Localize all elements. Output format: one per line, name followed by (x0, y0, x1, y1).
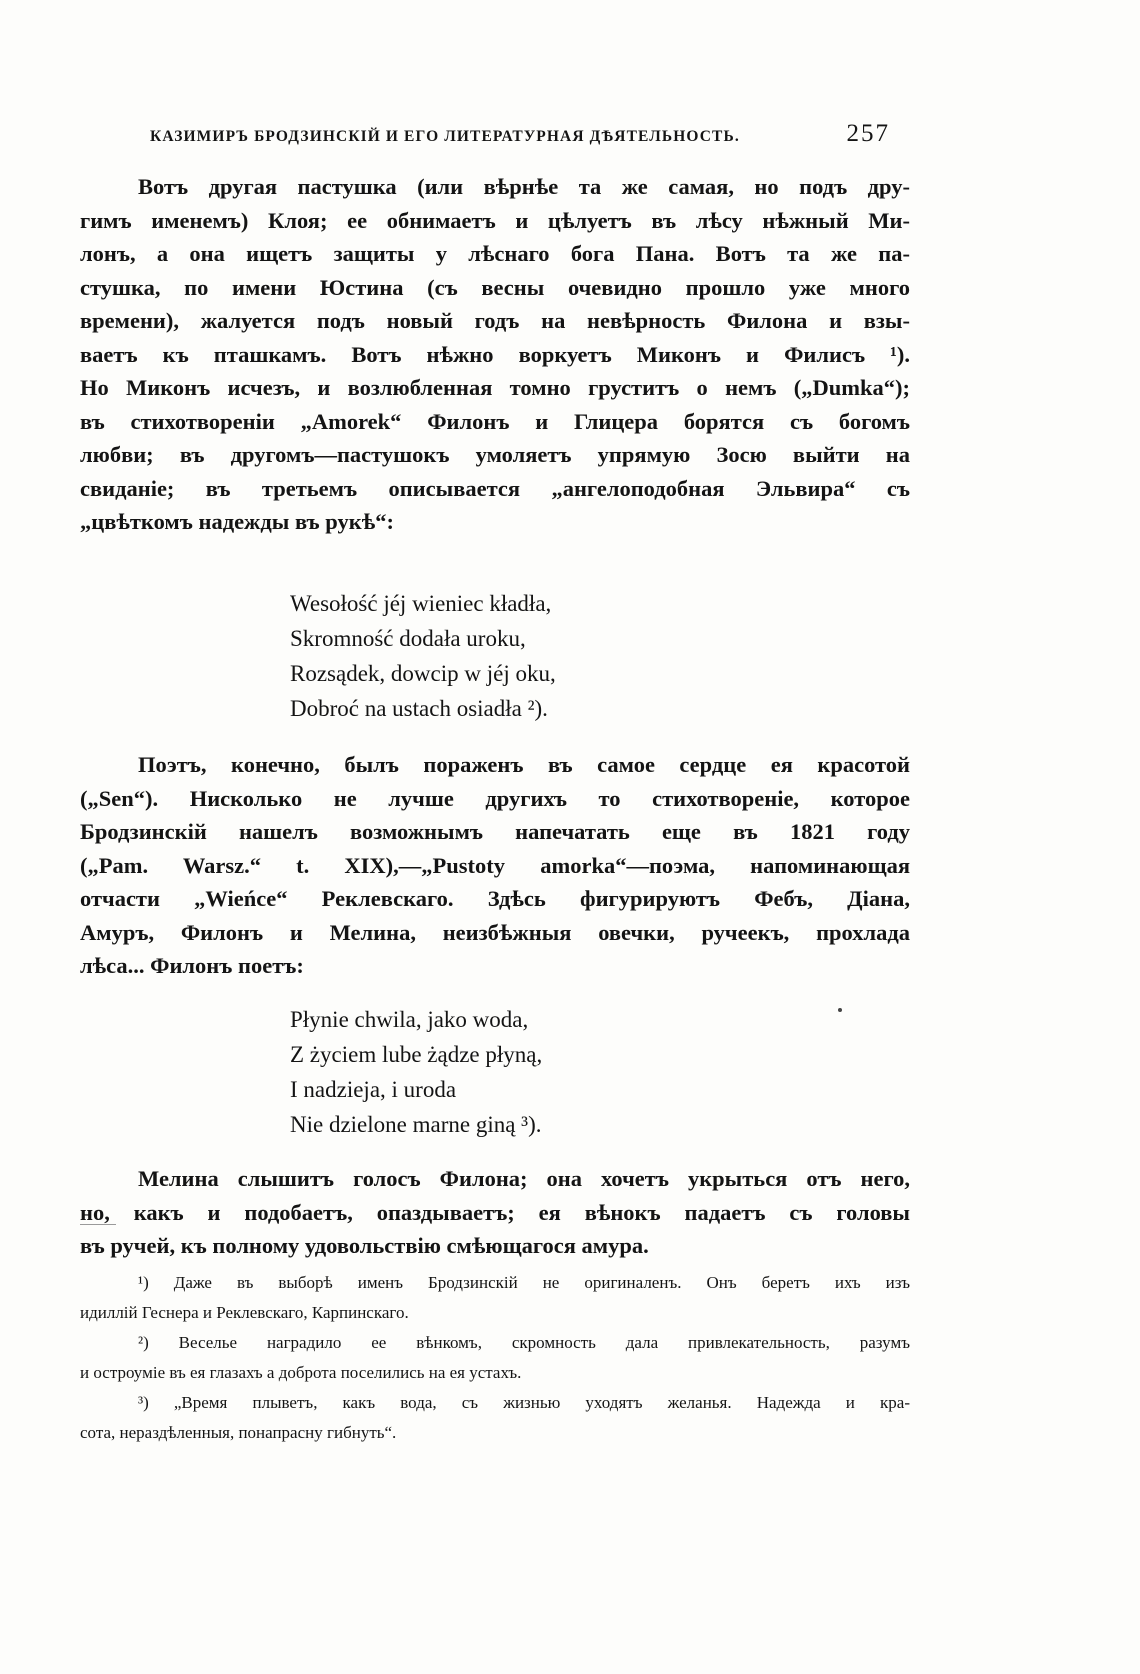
text-line: Бродзинскій нашелъ возможнымъ напечатать еще въ 1821 году (80, 819, 910, 844)
paragraph-2 (80, 748, 910, 983)
header-title: КАЗИМИРЪ БРОДЗИНСКІЙ И ЕГО ЛИТЕРАТУРНАЯ ДѢЯТЕЛЬНОСТЬ. (150, 128, 740, 145)
footnote-line: сота, нераздѣленныя, понапрасну гибнуть“. (80, 1423, 397, 1442)
text-line: свиданіе; въ третьемъ описывается „ангелоподобная Эльвира“ съ (80, 475, 910, 501)
page-number: 257 (846, 120, 890, 147)
verse-1 (290, 586, 850, 726)
verse-line: Skromność dodała uroku, (290, 626, 526, 651)
text-line: въ ручей, къ полному удовольствію смѣющагося амура. (80, 1233, 649, 1258)
footnotes (80, 1268, 910, 1448)
verse-line: Z życiem lube żądze płyną, (290, 1042, 543, 1067)
text-line: Амуръ, Филонъ и Мелина, неизбѣжныя овечки, ручеекъ, прохлада (80, 919, 910, 945)
verse-2 (290, 1002, 850, 1142)
verse-line: I nadzieja, i uroda (290, 1077, 457, 1102)
text-line: въ стихотвореніи „Amorek“ Филонъ и Глицера борятся съ богомъ (80, 408, 910, 434)
paragraph-1 (80, 170, 910, 539)
footnote-line: идиллій Геснера и Реклевскаго, Карпинскаго. (80, 1303, 409, 1322)
verse-line: Dobroć na ustach osiadła ²). (290, 696, 548, 721)
footnote-2 (80, 1328, 910, 1388)
footnote-1 (80, 1268, 910, 1328)
running-header (150, 118, 890, 158)
footnote-3 (80, 1388, 910, 1448)
text-line: лѣса... Филонъ поетъ: (80, 953, 304, 978)
footnote-line: ¹) Даже въ выборѣ именъ Бродзинскій не оригиналенъ. Онъ беретъ ихъ изъ (138, 1273, 910, 1292)
verse-line: Płynie chwila, jako woda, (290, 1007, 529, 1032)
text-line: „цвѣткомъ надежды въ рукѣ“: (80, 509, 394, 534)
text-line: ваетъ къ пташкамъ. Вотъ нѣжно воркуетъ Миконъ и Филисъ ¹). (80, 341, 910, 367)
text-line: Поэтъ, конечно, былъ пораженъ въ самое сердце ея красотой (138, 752, 910, 777)
text-line: гимъ именемъ) Клоя; ее обнимаетъ и цѣлуетъ въ лѣсу нѣжный Ми- (80, 207, 910, 233)
text-line: любви; въ другомъ—пастушокъ умоляетъ упрямую Зосю выйти на (80, 442, 910, 467)
verse-line: Nie dzielone marne giną ³). (290, 1112, 542, 1137)
verse-line: Wesołość jéj wieniec kładła, (290, 591, 552, 616)
text-line: („Pam. Warsz.“ t. XIX),—„Pustoty amorka“—поэма, напоминающая (80, 852, 910, 878)
verse-line: Rozsądek, dowcip w jéj oku, (290, 661, 556, 686)
paragraph-3 (80, 1162, 910, 1263)
text-line: стушка, по имени Юстина (съ весны очевидно прошло уже много (80, 274, 910, 300)
footnote-line: и остроуміе въ ея глазахъ а доброта поселились на ея устахъ. (80, 1363, 522, 1382)
text-line: но, какъ и подобаетъ, опаздываетъ; ея вѣнокъ падаетъ съ головы (80, 1199, 910, 1225)
text-line: отчасти „Wieńce“ Реклевскаго. Здѣсь фигурируютъ Фебъ, Діана, (80, 886, 910, 911)
text-line: („Sen“). Нисколько не лучше другихъ то стихотвореніе, которое (80, 785, 910, 811)
footnote-separator (80, 1224, 116, 1225)
text-line: времени), жалуется подъ новый годъ на невѣрность Филона и взы- (80, 308, 910, 333)
text-line: Вотъ другая пастушка (или вѣрнѣе та же самая, но подъ дру- (138, 174, 910, 199)
footnote-line: ³) „Время плыветъ, какъ вода, съ жизнью уходятъ желанья. Надежда и кра- (138, 1393, 910, 1412)
text-line: Но Миконъ исчезъ, и возлюбленная томно груститъ о немъ („Dumka“); (80, 375, 910, 400)
text-line: Мелина слышитъ голосъ Филона; она хочетъ укрыться отъ него, (138, 1166, 910, 1191)
text-line: лонъ, а она ищетъ защиты у лѣснаго бога Пана. Вотъ та же па- (80, 241, 910, 266)
footnote-line: ²) Веселье наградило ее вѣнкомъ, скромность дала привлекательность, разумъ (138, 1333, 910, 1352)
